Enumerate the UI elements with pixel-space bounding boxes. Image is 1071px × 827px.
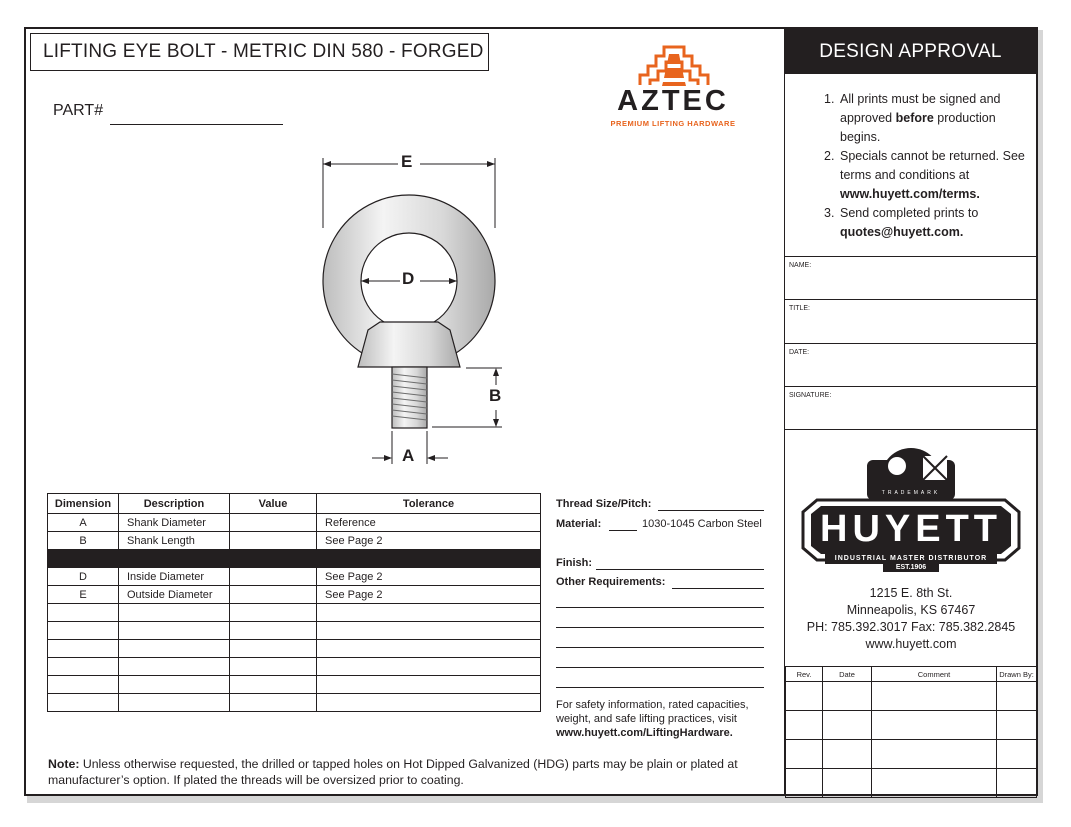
revision-row[interactable] bbox=[786, 682, 1037, 711]
address-city: Minneapolis, KS 67467 bbox=[846, 603, 976, 617]
value-cell[interactable] bbox=[230, 532, 317, 550]
document-title: LIFTING EYE BOLT - METRIC DIN 580 - FORGED bbox=[30, 33, 489, 71]
dimension-a-label: A bbox=[402, 446, 415, 465]
description-cell bbox=[119, 640, 230, 658]
tolerance-cell bbox=[317, 604, 541, 622]
dimension-row bbox=[48, 694, 541, 712]
tolerance-cell bbox=[317, 640, 541, 658]
huyett-est: EST.1906 bbox=[895, 564, 927, 571]
description-cell bbox=[119, 550, 230, 568]
address-website[interactable]: www.huyett.com bbox=[865, 637, 957, 651]
dimension-row bbox=[48, 532, 541, 550]
header-rev: Rev. bbox=[786, 667, 823, 682]
value-cell[interactable] bbox=[230, 694, 317, 712]
eye-bolt-drawing bbox=[300, 148, 530, 470]
date-field[interactable]: DATE: bbox=[785, 343, 1037, 386]
dimension-cell bbox=[48, 640, 119, 658]
tolerance-cell: See Page 2 bbox=[317, 586, 541, 604]
other-requirements-label: Other Requirements: bbox=[556, 576, 666, 588]
tolerance-cell bbox=[317, 622, 541, 640]
header-drawn-by: Drawn By: bbox=[997, 667, 1037, 682]
approval-rule-1: 1. All prints must be signed and approved before production begins. bbox=[824, 92, 1001, 144]
tolerance-cell bbox=[317, 550, 541, 568]
other-requirements-field[interactable] bbox=[672, 588, 764, 589]
safety-info bbox=[556, 698, 771, 740]
tolerance-cell bbox=[317, 676, 541, 694]
dimension-cell bbox=[48, 604, 119, 622]
other-requirements-line[interactable] bbox=[556, 607, 764, 608]
dimension-row bbox=[48, 640, 541, 658]
header-value: Value bbox=[230, 494, 317, 514]
material-checkbox-line[interactable] bbox=[609, 530, 637, 531]
value-cell[interactable] bbox=[230, 550, 317, 568]
quotes-email-link[interactable]: quotes@huyett.com. bbox=[840, 225, 964, 239]
aztec-logo bbox=[596, 42, 750, 132]
finish-label: Finish: bbox=[556, 557, 593, 569]
address-phone: PH: 785.392.3017 Fax: 785.382.2845 bbox=[806, 620, 1016, 634]
dimension-row bbox=[48, 622, 541, 640]
title-field[interactable]: TITLE: bbox=[785, 299, 1037, 342]
dimension-cell bbox=[48, 676, 119, 694]
safety-link[interactable]: www.huyett.com/LiftingHardware. bbox=[556, 727, 733, 739]
dimension-cell: A bbox=[48, 514, 119, 532]
part-number-field[interactable] bbox=[110, 124, 283, 125]
design-approval-heading: DESIGN APPROVAL bbox=[785, 29, 1036, 74]
other-requirements-line[interactable] bbox=[556, 627, 764, 628]
dimensions-table bbox=[47, 493, 541, 712]
huyett-address bbox=[786, 585, 1036, 653]
revision-header-row bbox=[786, 667, 1037, 682]
value-cell[interactable] bbox=[230, 568, 317, 586]
dimension-cell bbox=[48, 694, 119, 712]
header-date: Date bbox=[823, 667, 872, 682]
address-street: 1215 E. 8th St. bbox=[869, 586, 953, 600]
dimension-row bbox=[48, 568, 541, 586]
dimension-cell: B bbox=[48, 532, 119, 550]
dimension-cell bbox=[48, 658, 119, 676]
dimension-cell bbox=[48, 550, 119, 568]
huyett-trademark: TRADEMARK bbox=[881, 490, 941, 496]
description-cell: Outside Diameter bbox=[119, 586, 230, 604]
aztec-tagline: PREMIUM LIFTING HARDWARE bbox=[610, 119, 736, 128]
huyett-logo bbox=[797, 440, 1025, 580]
note-text: Unless otherwise requested, the drilled or tapped holes on Hot Dipped Galvanized (HDG) parts may be plain or plated at manufacturer’s option. If plated the threads will be oversized prior to coating. bbox=[48, 757, 738, 787]
other-requirements-line[interactable] bbox=[556, 667, 764, 668]
approval-rule-2: 2. Specials cannot be returned. See terms and conditions at www.huyett.com/terms. bbox=[824, 149, 1025, 201]
aztec-wordmark: AZTEC bbox=[617, 85, 729, 117]
footer-note bbox=[48, 756, 758, 788]
dimension-cell bbox=[48, 622, 119, 640]
description-cell bbox=[119, 604, 230, 622]
value-cell[interactable] bbox=[230, 640, 317, 658]
revision-row[interactable] bbox=[786, 711, 1037, 740]
tolerance-cell: Reference bbox=[317, 514, 541, 532]
dimension-row bbox=[48, 514, 541, 532]
safety-text: For safety information, rated capacities, weight, and safe lifting practices, visit bbox=[556, 699, 749, 725]
revision-row[interactable] bbox=[786, 740, 1037, 769]
terms-link[interactable]: www.huyett.com/terms. bbox=[840, 187, 980, 201]
signature-field[interactable]: SIGNATURE: bbox=[785, 386, 1037, 429]
value-cell[interactable] bbox=[230, 658, 317, 676]
dimensions-header-row bbox=[48, 494, 541, 514]
dimension-row bbox=[48, 604, 541, 622]
dimension-e-label: E bbox=[401, 152, 413, 171]
description-cell bbox=[119, 694, 230, 712]
revision-row[interactable] bbox=[786, 769, 1037, 798]
description-cell: Shank Length bbox=[119, 532, 230, 550]
tolerance-cell: See Page 2 bbox=[317, 532, 541, 550]
other-requirements-line[interactable] bbox=[556, 647, 764, 648]
dimension-cell: D bbox=[48, 568, 119, 586]
description-cell: Inside Diameter bbox=[119, 568, 230, 586]
value-cell[interactable] bbox=[230, 676, 317, 694]
material-label: Material: bbox=[556, 518, 602, 530]
name-field[interactable]: NAME: bbox=[785, 256, 1037, 299]
finish-field[interactable] bbox=[596, 569, 764, 570]
description-cell bbox=[119, 622, 230, 640]
tolerance-cell bbox=[317, 658, 541, 676]
approval-rules bbox=[824, 90, 1029, 242]
material-value: 1030-1045 Carbon Steel bbox=[642, 518, 762, 530]
huyett-tagline: INDUSTRIAL MASTER DISTRIBUTOR bbox=[834, 555, 988, 562]
huyett-wordmark: HUYETT bbox=[820, 508, 1002, 550]
value-cell[interactable] bbox=[230, 604, 317, 622]
value-cell[interactable] bbox=[230, 622, 317, 640]
thread-size-field[interactable] bbox=[658, 510, 764, 511]
revision-table bbox=[785, 666, 1037, 798]
value-cell[interactable] bbox=[230, 586, 317, 604]
dimension-row bbox=[48, 676, 541, 694]
tolerance-cell bbox=[317, 694, 541, 712]
note-label: Note: bbox=[48, 757, 80, 771]
description-cell bbox=[119, 658, 230, 676]
description-cell bbox=[119, 676, 230, 694]
dimension-row bbox=[48, 586, 541, 604]
header-description: Description bbox=[119, 494, 230, 514]
thread-size-label: Thread Size/Pitch: bbox=[556, 498, 652, 510]
header-dimension: Dimension bbox=[48, 494, 119, 514]
dimension-b-label: B bbox=[489, 386, 502, 405]
value-cell[interactable] bbox=[230, 514, 317, 532]
part-number-label: PART# bbox=[53, 102, 104, 119]
dimension-row bbox=[48, 658, 541, 676]
approval-rule-3: 3. Send completed prints to quotes@huyett.com. bbox=[824, 206, 979, 239]
dimension-cell: E bbox=[48, 586, 119, 604]
other-requirements-line[interactable] bbox=[556, 687, 764, 688]
tolerance-cell: See Page 2 bbox=[317, 568, 541, 586]
description-cell: Shank Diameter bbox=[119, 514, 230, 532]
header-comment: Comment bbox=[872, 667, 997, 682]
redacted-row bbox=[48, 550, 541, 568]
dimension-d-label: D bbox=[402, 269, 415, 288]
signature-divider bbox=[785, 429, 1037, 430]
header-tolerance: Tolerance bbox=[317, 494, 541, 514]
